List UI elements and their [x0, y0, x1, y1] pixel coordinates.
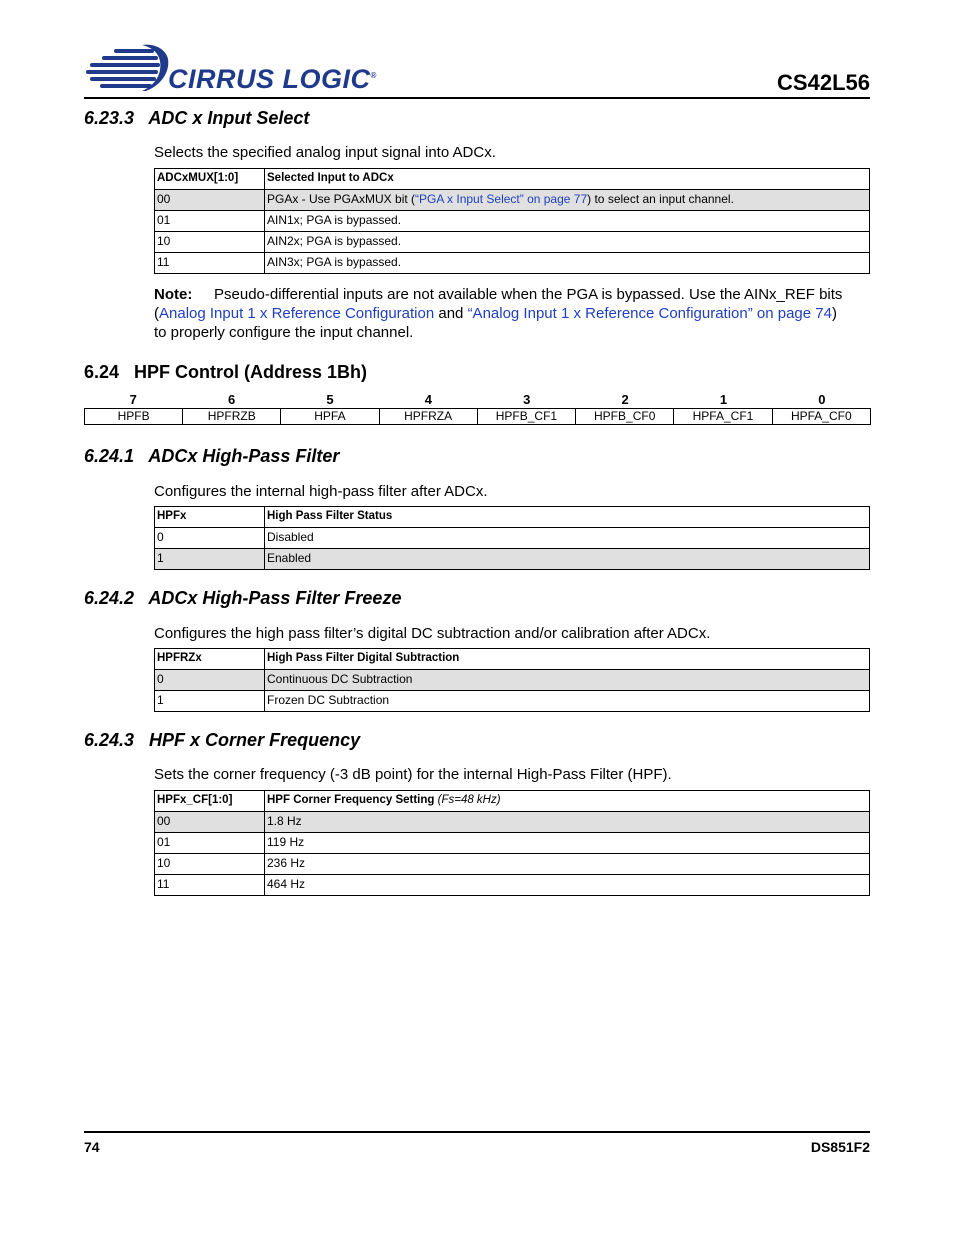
bit-number: 3 [523, 392, 531, 407]
table-row [155, 190, 870, 211]
bit-name: HPFB [85, 409, 183, 425]
section-heading: 6.24.2 ADCx High-Pass Filter Freeze [84, 588, 402, 608]
note-conjunction: and [434, 305, 468, 322]
table-cell: 0 [155, 670, 265, 691]
bit-number: 5 [326, 392, 334, 407]
table-cell: 00 [155, 812, 265, 833]
table-cell: Disabled [265, 528, 870, 549]
pga-input-select-link[interactable]: “PGA x Input Select” on page 77 [415, 192, 588, 206]
table-row [155, 211, 870, 232]
table-cell: 00 [155, 190, 265, 211]
table-cell: 119 Hz [265, 833, 870, 854]
table-row [155, 232, 870, 253]
table-header: High Pass Filter Status [265, 507, 870, 528]
table-row [85, 409, 871, 425]
logo-text: CIRRUS LOGIC [168, 64, 371, 94]
table-row [155, 670, 870, 691]
hpf-corner-frequency-table [154, 790, 870, 896]
note-paren: ) [831, 305, 837, 322]
table-cell: 01 [155, 211, 265, 232]
table-header: HPFx_CF[1:0] [155, 791, 265, 812]
table-cell: AIN3x; PGA is bypassed. [265, 253, 870, 274]
table-row [155, 528, 870, 549]
section-heading: 6.24.3 HPF x Corner Frequency [84, 730, 361, 750]
table-cell: 0 [155, 528, 265, 549]
bit-number-row [84, 392, 871, 407]
section-heading: 6.23.3 ADC x Input Select [84, 108, 310, 128]
header-rule [84, 97, 870, 99]
footer-rule [84, 1131, 870, 1133]
table-header: High Pass Filter Digital Subtraction [265, 649, 870, 670]
table-cell: 1 [155, 691, 265, 712]
table-row [155, 549, 870, 570]
cell-text: PGAx - Use PGAxMUX bit ( [267, 192, 416, 206]
table-cell: 11 [155, 875, 265, 896]
section-description: Sets the corner frequency (-3 dB point) for the internal High-Pass Filter (HPF). [154, 766, 672, 783]
bit-name: HPFRZA [379, 409, 477, 425]
bit-number: 2 [621, 392, 629, 407]
company-logo [84, 43, 377, 95]
table-cell: Enabled [265, 549, 870, 570]
bit-name: HPFRZB [183, 409, 281, 425]
section-description: Configures the internal high-pass filter after ADCx. [154, 483, 488, 500]
bit-name: HPFA_CF1 [674, 409, 772, 425]
table-cell: 10 [155, 232, 265, 253]
table-cell: Frozen DC Subtraction [265, 691, 870, 712]
adc-input-select-table [154, 168, 870, 274]
bit-number: 1 [719, 392, 728, 407]
table-cell: 01 [155, 833, 265, 854]
table-row [155, 812, 870, 833]
table-cell: 1 [155, 549, 265, 570]
table-header [265, 791, 870, 812]
table-cell: 464 Hz [265, 875, 870, 896]
table-cell: 11 [155, 253, 265, 274]
analog-input-ref-page-link[interactable]: “Analog Input 1 x Reference Configuration” on page 74 [467, 305, 832, 322]
table-row [155, 854, 870, 875]
bit-name: HPFA [281, 409, 379, 425]
table-cell: AIN1x; PGA is bypassed. [265, 211, 870, 232]
table-cell [265, 190, 870, 211]
hpf-status-table [154, 506, 870, 570]
table-header: ADCxMUX[1:0] [155, 169, 265, 190]
section-heading: 6.24 HPF Control (Address 1Bh) [84, 362, 368, 382]
hpf-freeze-table [154, 648, 870, 712]
cell-text: ) to select an input channel. [587, 192, 734, 206]
table-cell: 10 [155, 854, 265, 875]
note-text: to properly configure the input channel. [154, 324, 414, 341]
note-block [154, 285, 870, 342]
bit-number: 4 [424, 392, 432, 407]
bit-name: HPFB_CF0 [576, 409, 674, 425]
section-heading: 6.24.1 ADCx High-Pass Filter [84, 446, 340, 466]
header-text: HPF Corner Frequency Setting [267, 794, 435, 806]
analog-input-ref-link[interactable]: Analog Input 1 x Reference Configuration [159, 305, 435, 322]
part-number: CS42L56 [777, 70, 870, 95]
table-row [155, 833, 870, 854]
register-bit-table [84, 408, 871, 425]
table-header: Selected Input to ADCx [265, 169, 870, 190]
document-id: DS851F2 [810, 1139, 870, 1155]
table-row [155, 253, 870, 274]
table-row [155, 875, 870, 896]
section-description: Selects the specified analog input signal into ADCx. [154, 144, 496, 161]
bit-number: 7 [129, 392, 137, 407]
note-paren: ( [154, 305, 159, 322]
registered-mark: ® [370, 71, 377, 80]
bit-number: 0 [818, 392, 826, 407]
table-cell: 236 Hz [265, 854, 870, 875]
header-note: (Fs=48 kHz) [437, 794, 501, 806]
bit-number: 6 [227, 392, 236, 407]
table-cell: AIN2x; PGA is bypassed. [265, 232, 870, 253]
table-cell: 1.8 Hz [265, 812, 870, 833]
table-header: HPFx [155, 507, 265, 528]
page-number: 74 [84, 1139, 100, 1155]
note-text: Pseudo-differential inputs are not available when the PGA is bypassed. Use the AINx_REF bits [214, 286, 843, 303]
note-label: Note: [154, 286, 193, 303]
bit-name: HPFB_CF1 [477, 409, 575, 425]
section-description: Configures the high pass filter’s digital DC subtraction and/or calibration after ADCx. [154, 625, 711, 642]
cirrus-logo-icon [84, 43, 172, 95]
bit-name: HPFA_CF0 [772, 409, 870, 425]
table-header: HPFRZx [155, 649, 265, 670]
table-cell: Continuous DC Subtraction [265, 670, 870, 691]
table-row [155, 691, 870, 712]
